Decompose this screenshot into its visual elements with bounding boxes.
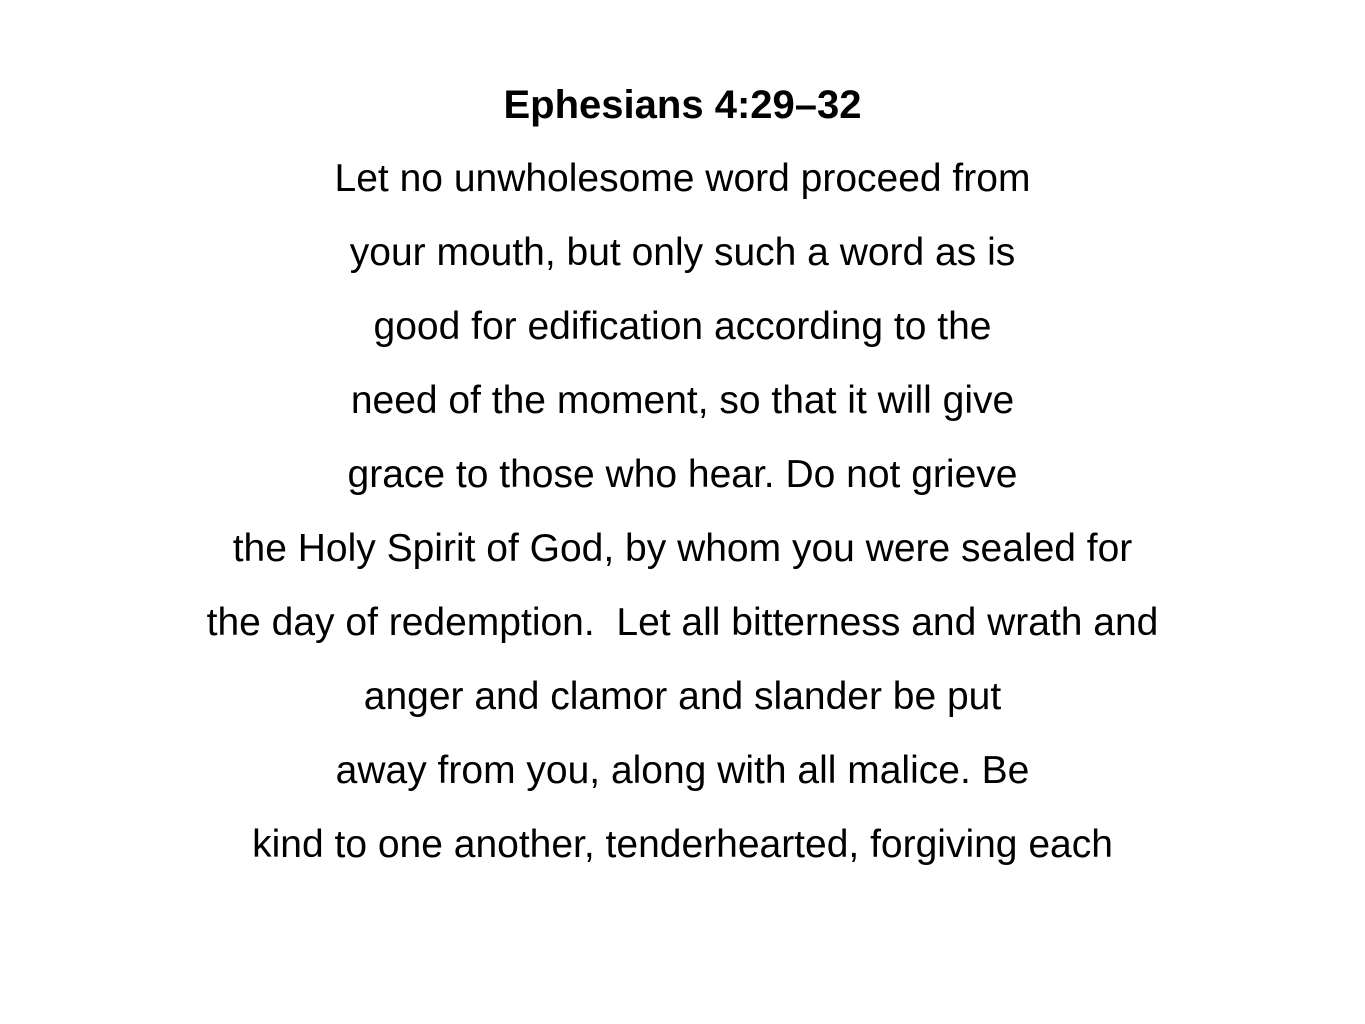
passage-line: grace to those who hear. Do not grieve xyxy=(347,453,1018,496)
passage-text xyxy=(0,142,1365,882)
passage-title: Ephesians 4:29–32 xyxy=(503,83,862,127)
passage-line: kind to one another, tenderhearted, forgiving each xyxy=(252,823,1113,866)
passage-line: your mouth, but only such a word as is xyxy=(349,231,1016,274)
passage-line: good for edification according to the xyxy=(373,305,992,348)
passage-line: the day of redemption. Let all bitterness and wrath and xyxy=(206,601,1159,644)
passage-line: anger and clamor and slander be put xyxy=(363,675,1002,718)
passage-line: the Holy Spirit of God, by whom you were sealed for xyxy=(232,527,1133,570)
passage-line: need of the moment, so that it will give xyxy=(350,379,1015,422)
passage-line: away from you, along with all malice. Be xyxy=(335,749,1030,792)
passage-line: Let no unwholesome word proceed from xyxy=(334,157,1031,200)
